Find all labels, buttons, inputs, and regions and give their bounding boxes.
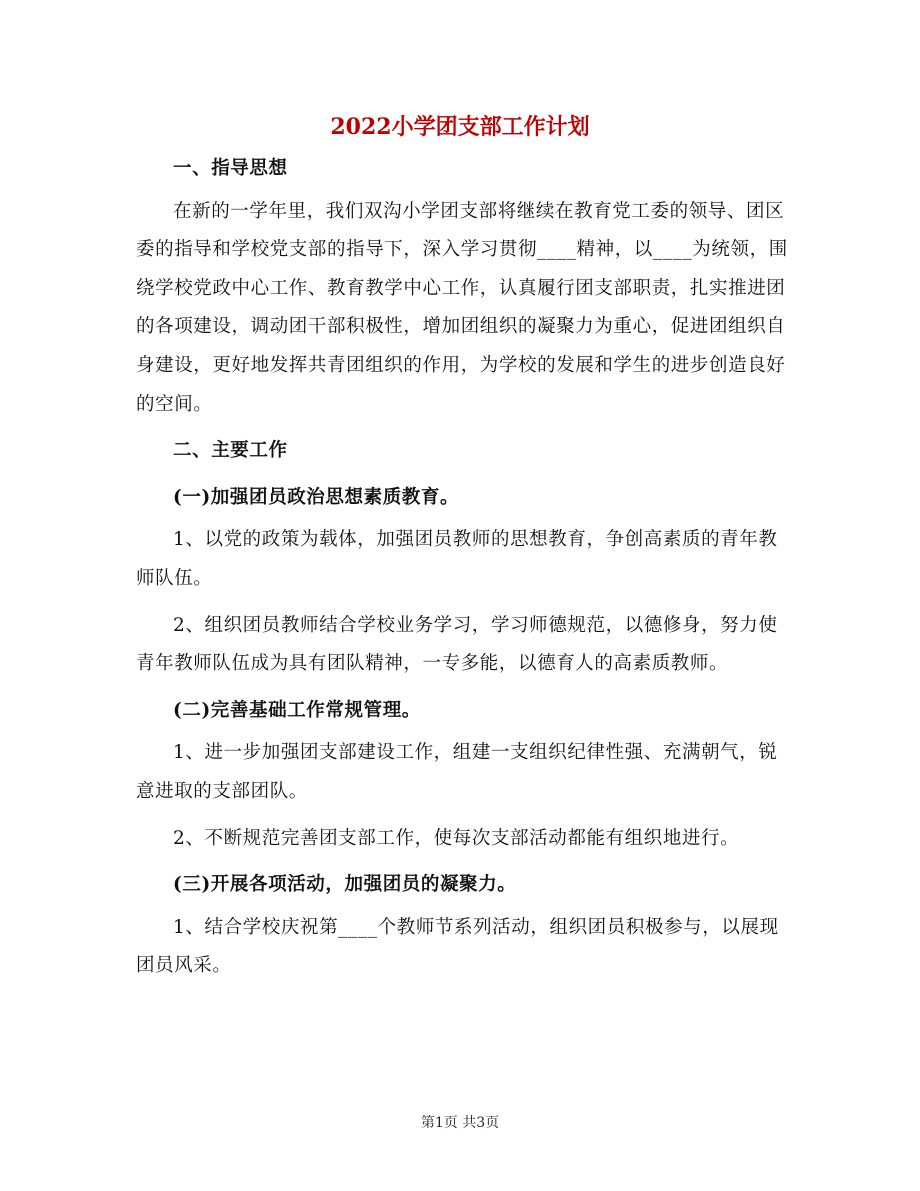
paragraph-item-2a: 2、组织团员教师结合学校业务学习，学习师德规范，以德修身，努力使青年教师队伍成为具有团队精神，一专多能，以德育人的高素质教师。	[136, 614, 778, 675]
paragraph-item-1c: 1、结合学校庆祝第____个教师节系列活动，组织团员积极参与，以展现团员风采。	[136, 916, 779, 977]
document-title: 2022小学团支部工作计划	[330, 114, 590, 140]
paragraph-item-2b: 2、不断规范完善团支部工作，使每次支部活动都能有组织地进行。	[173, 827, 740, 849]
subsection-heading-activities: (三)开展各项活动，加强团员的凝聚力。	[173, 874, 517, 896]
section-heading-guiding-ideology: 一、指导思想	[173, 158, 288, 179]
paragraph-guiding-ideology: 在新的一学年里，我们双沟小学团支部将继续在教育党工委的领导、团区委的指导和学校党支部的指导下，深入学习贯彻____精神，以____为统领，围绕学校党政中心工作、教育教学中心工作，认真履行团支部职责，扎实推进团的各项建设，调动团干部积极性，增加团组织的凝聚力为重心，促进团组织自身建设，更好地发挥共青团组织的作用，为学校的发展和学生的进步创造良好的空间。	[136, 200, 788, 415]
paragraph-item-1a: 1、以党的政策为载体，加强团员教师的思想教育，争创高素质的青年教师队伍。	[136, 529, 778, 589]
subsection-heading-political-education: (一)加强团员政治思想素质教育。	[173, 486, 460, 508]
paragraph-item-1b: 1、进一步加强团支部建设工作，组建一支组织纪律性强、充满朝气，锐意进取的支部团队。	[136, 742, 778, 802]
section-heading-main-work: 二、主要工作	[173, 440, 288, 462]
page-number-footer: 第1页 共3页	[420, 1115, 500, 1131]
subsection-heading-basic-management: (二)完善基础工作常规管理。	[173, 699, 421, 721]
document-body	[136, 150, 790, 994]
